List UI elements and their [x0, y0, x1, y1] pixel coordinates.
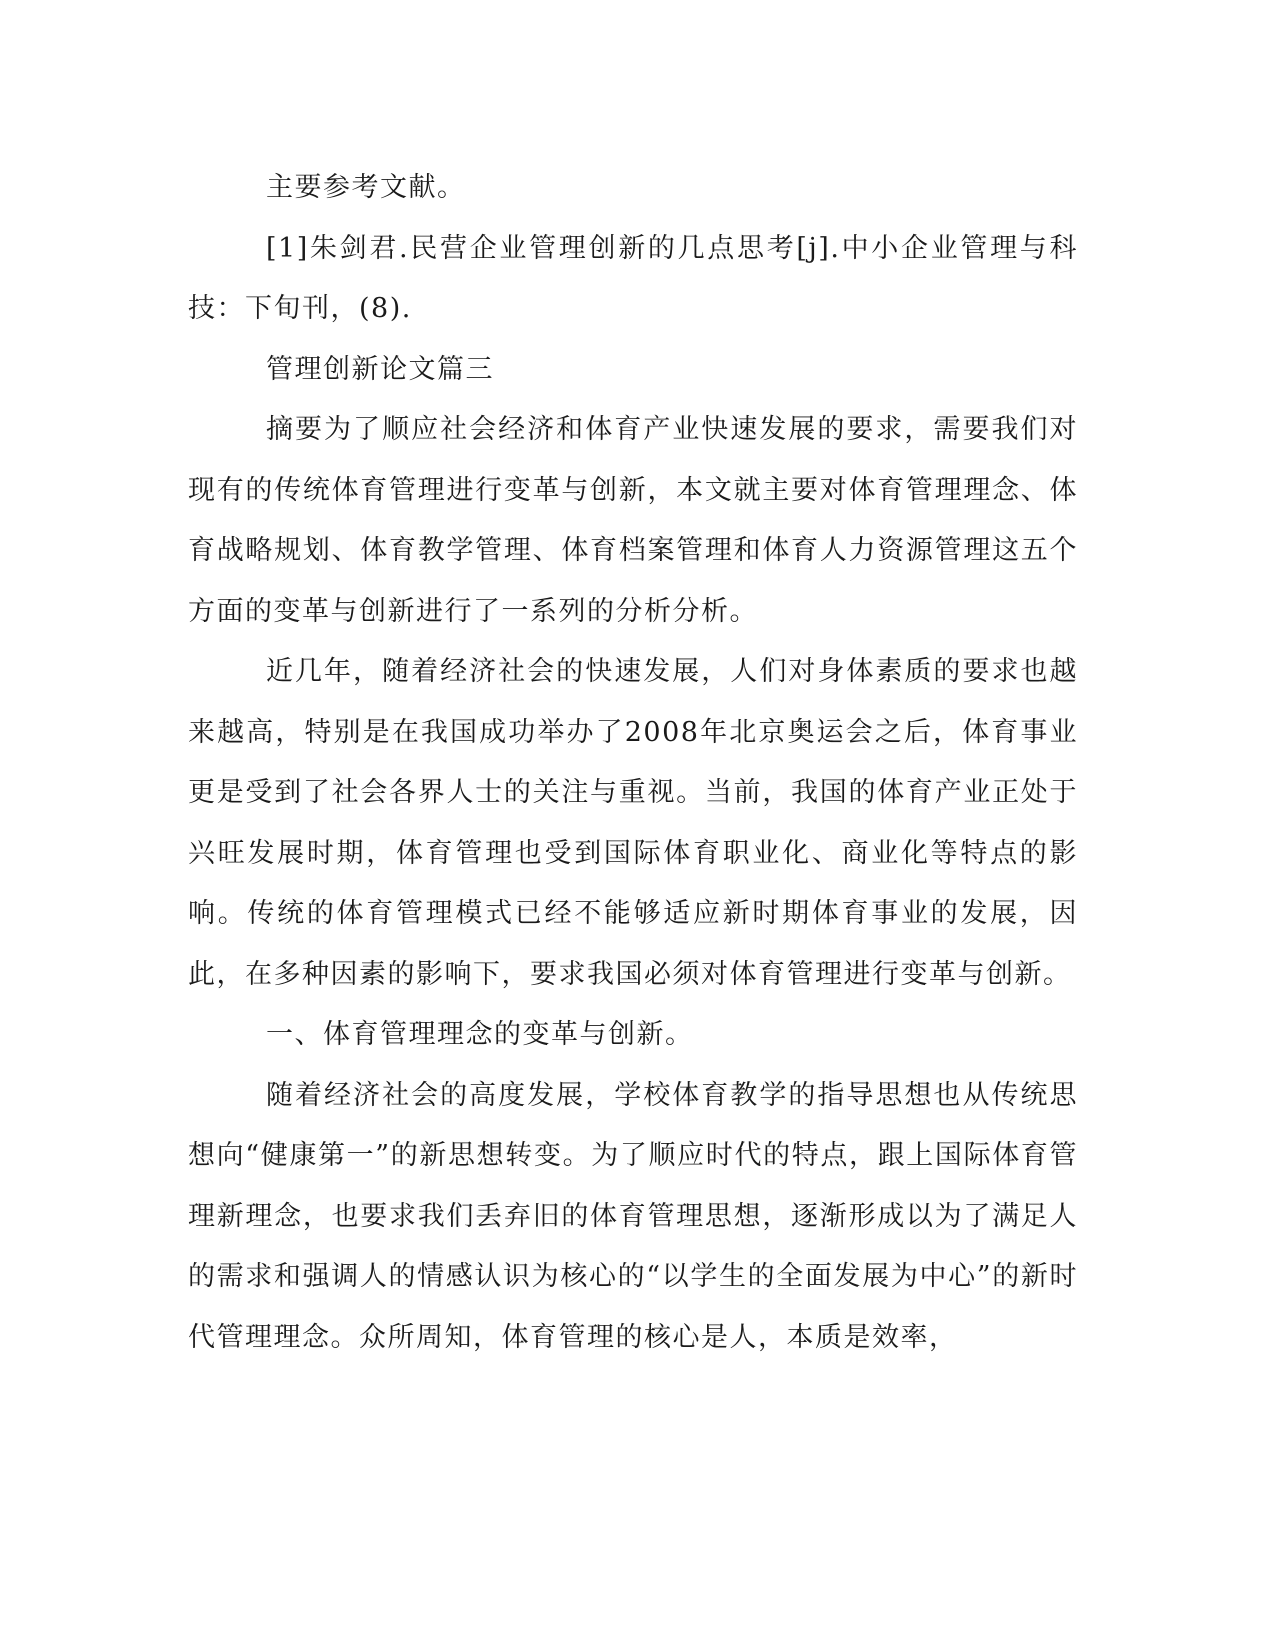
section-heading-1: 一、体育管理理念的变革与创新。	[266, 1019, 694, 1050]
section-paragraph-1: 随着经济社会的高度发展，学校体育教学的指导思想也从传统思想向“健康第一”的新思想转变。为了顺应时代的特点，跟上国际体育管理新理念，也要求我们丢弃旧的体育管理思想，逐渐形成以为了满足人的需求和强调人的情感认识为核心的“以学生的全面发展为中心”的新时代管理理念。众所周知，体育管理的核心是人，本质是效率，	[188, 1079, 1078, 1353]
intro-paragraph: 近几年，随着经济社会的快速发展，人们对身体素质的要求也越来越高，特别是在我国成功举办了2008年北京奥运会之后，体育事业更是受到了社会各界人士的关注与重视。当前，我国的体育产业正处于兴旺发展时期，体育管理也受到国际体育职业化、商业化等特点的影响。传统的体育管理模式已经不能够适应新时期体育事业的发展，因此，在多种因素的影响下，要求我国必须对体育管理进行变革与创新。	[188, 656, 1078, 990]
abstract-paragraph: 摘要为了顺应社会经济和体育产业快速发展的要求，需要我们对现有的传统体育管理进行变革与创新，本文就主要对体育管理理念、体育战略规划、体育教学管理、体育档案管理和体育人力资源管理这五个方面的变革与创新进行了一系列的分析分析。	[188, 414, 1078, 627]
article-title: 管理创新论文篇三	[266, 353, 494, 385]
reference-item-1: [1]朱剑君.民营企业管理创新的几点思考[j].中小企业管理与科技：下旬刊，(8).	[188, 232, 1078, 324]
document-body	[188, 158, 1078, 1368]
references-heading: 主要参考文献。	[266, 172, 466, 203]
